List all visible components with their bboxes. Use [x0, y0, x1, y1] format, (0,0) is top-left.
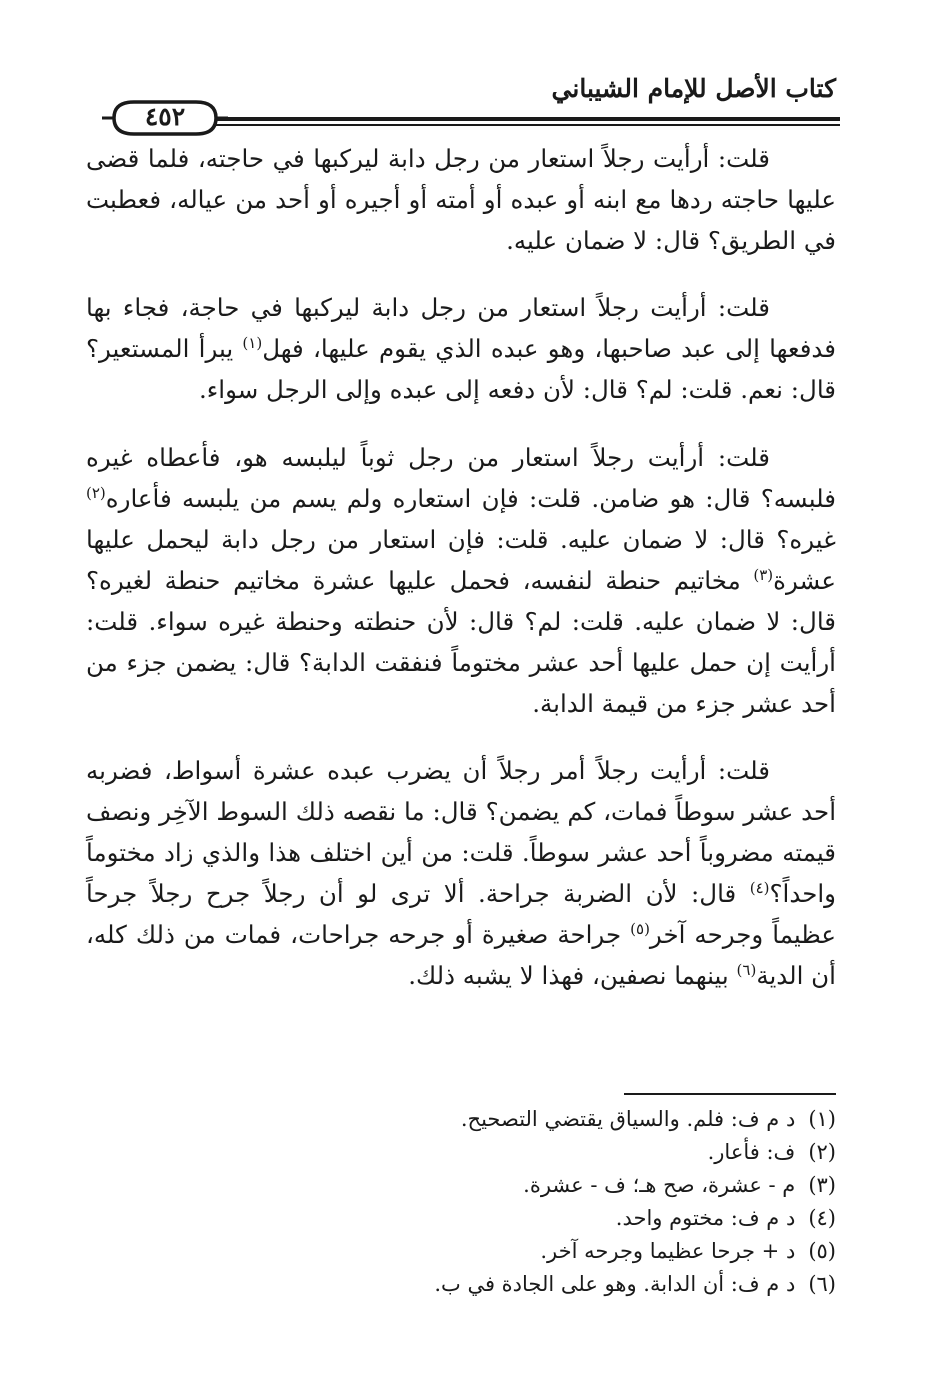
footnote-reference: (٦)	[736, 960, 757, 979]
paragraph	[86, 437, 836, 724]
paragraph-text: قلت: أرأيت رجلاً أمر رجلاً أن يضرب عبده عشرة أسواط، فضربه أحد عشر سوطاً فمات، كم يضمن؟ قال: ما نقصه ذلك السوط الآخِر ونصف قيمته مضروباً أحد عشر سوطاً. قلت: من أين اختلف هذا والذي زاد مختوماً واحداً؟	[86, 756, 836, 908]
footnote-number: (٣)	[808, 1173, 836, 1197]
footnote-text: د + جرحا عظيما وجرحه آخر.	[540, 1239, 796, 1263]
footnote-number: (٤)	[808, 1206, 836, 1230]
footnote-number: (١)	[808, 1107, 836, 1131]
footnote	[116, 1103, 836, 1136]
footnote-reference: (١)	[242, 333, 263, 352]
footnote	[116, 1235, 836, 1268]
footnote-reference: (٥)	[630, 919, 650, 938]
paragraph-text: غيره؟ قال: لا ضمان عليه. قلت: فإن استعار من رجل دابة ليحمل عليها عشرة	[86, 525, 836, 595]
footnote-text: م - عشرة، صح هـ؛ ف - عشرة.	[523, 1173, 796, 1197]
paragraph-text: يبرأ المستعير؟ قال: نعم. قلت: لم؟ قال: لأن دفعه إلى عبده وإلى الرجل سواء.	[86, 334, 836, 404]
footnote-text: د م ف: مختوم واحد.	[615, 1206, 796, 1230]
footnote-number: (٥)	[808, 1239, 836, 1263]
paragraph	[86, 750, 836, 996]
footnote-number: (٦)	[808, 1272, 836, 1296]
paragraph	[86, 287, 836, 410]
footnote-text: ف: فأعار.	[707, 1140, 796, 1164]
footnote	[116, 1268, 836, 1301]
footnote-reference: (٣)	[753, 565, 774, 584]
footnote-reference: (٢)	[86, 483, 106, 502]
footnote-number: (٢)	[808, 1140, 836, 1164]
paragraph	[86, 138, 836, 261]
running-title: كتاب الأصل للإمام الشيباني	[551, 74, 836, 103]
paragraph-text: قلت: أرأيت رجلاً استعار من رجل دابة ليركبها في حاجة، فجاء بها فدفعها إلى عبد صاحبها، وهو عبده الذي يقوم عليها، فهل	[86, 293, 836, 363]
paragraph-text: مخاتيم حنطة لنفسه، فحمل عليها عشرة مخاتيم حنطة لغيره؟ قال: لا ضمان عليه. قلت: لم؟ قال: لأن حنطته وحنطة غيره سواء. قلت: أرأيت إن حمل عليها أحد عشر مختوماً فنفقت الدابة؟ قال: يضمن جزء من أحد عشر جزء من قيمة الدابة.	[86, 566, 836, 718]
page-number: ٤٥٢	[144, 102, 186, 131]
footnote	[116, 1136, 836, 1169]
page-number-badge	[100, 98, 230, 138]
footnote-separator	[624, 1093, 836, 1095]
footnote	[116, 1202, 836, 1235]
footnotes	[116, 1103, 836, 1301]
paragraph-text: قال: لأن الضربة جراحة. ألا ترى لو أن رجلاً جرح رجلاً جرحاً عظيماً وجرحه آخر	[86, 879, 836, 949]
header-rule-thin	[128, 124, 840, 126]
paragraph-text: جراحة صغيرة أو جرحه جراحات، فمات من ذلك كله، أن الدية	[86, 920, 836, 990]
footnote	[116, 1169, 836, 1202]
main-text	[86, 138, 836, 1022]
paragraph-text: قلت: أرأيت رجلاً استعار من رجل ثوباً ليلبسه هو، فأعطاه غيره فلبسه؟ قال: هو ضامن. قلت: فإن استعاره ولم يسم من يلبسه فأعاره	[86, 443, 836, 513]
header-rule-thick	[128, 117, 840, 121]
paragraph-text: بينهما نصفين، فهذا لا يشبه ذلك.	[408, 961, 737, 990]
paragraph-text: قلت: أرأيت رجلاً استعار من رجل دابة ليركبها في حاجته، فلما قضى عليها حاجته ردها مع ابنه أو عبده أو أمته أو أجيره أو أحد من عياله، فعطبت في الطريق؟ قال: لا ضمان عليه.	[86, 144, 836, 255]
footnote-reference: (٤)	[749, 878, 770, 897]
footnote-text: د م ف: فلم. والسياق يقتضي التصحيح.	[460, 1107, 796, 1131]
footnote-text: د م ف: أن الدابة. وهو على الجادة في ب.	[434, 1272, 796, 1296]
